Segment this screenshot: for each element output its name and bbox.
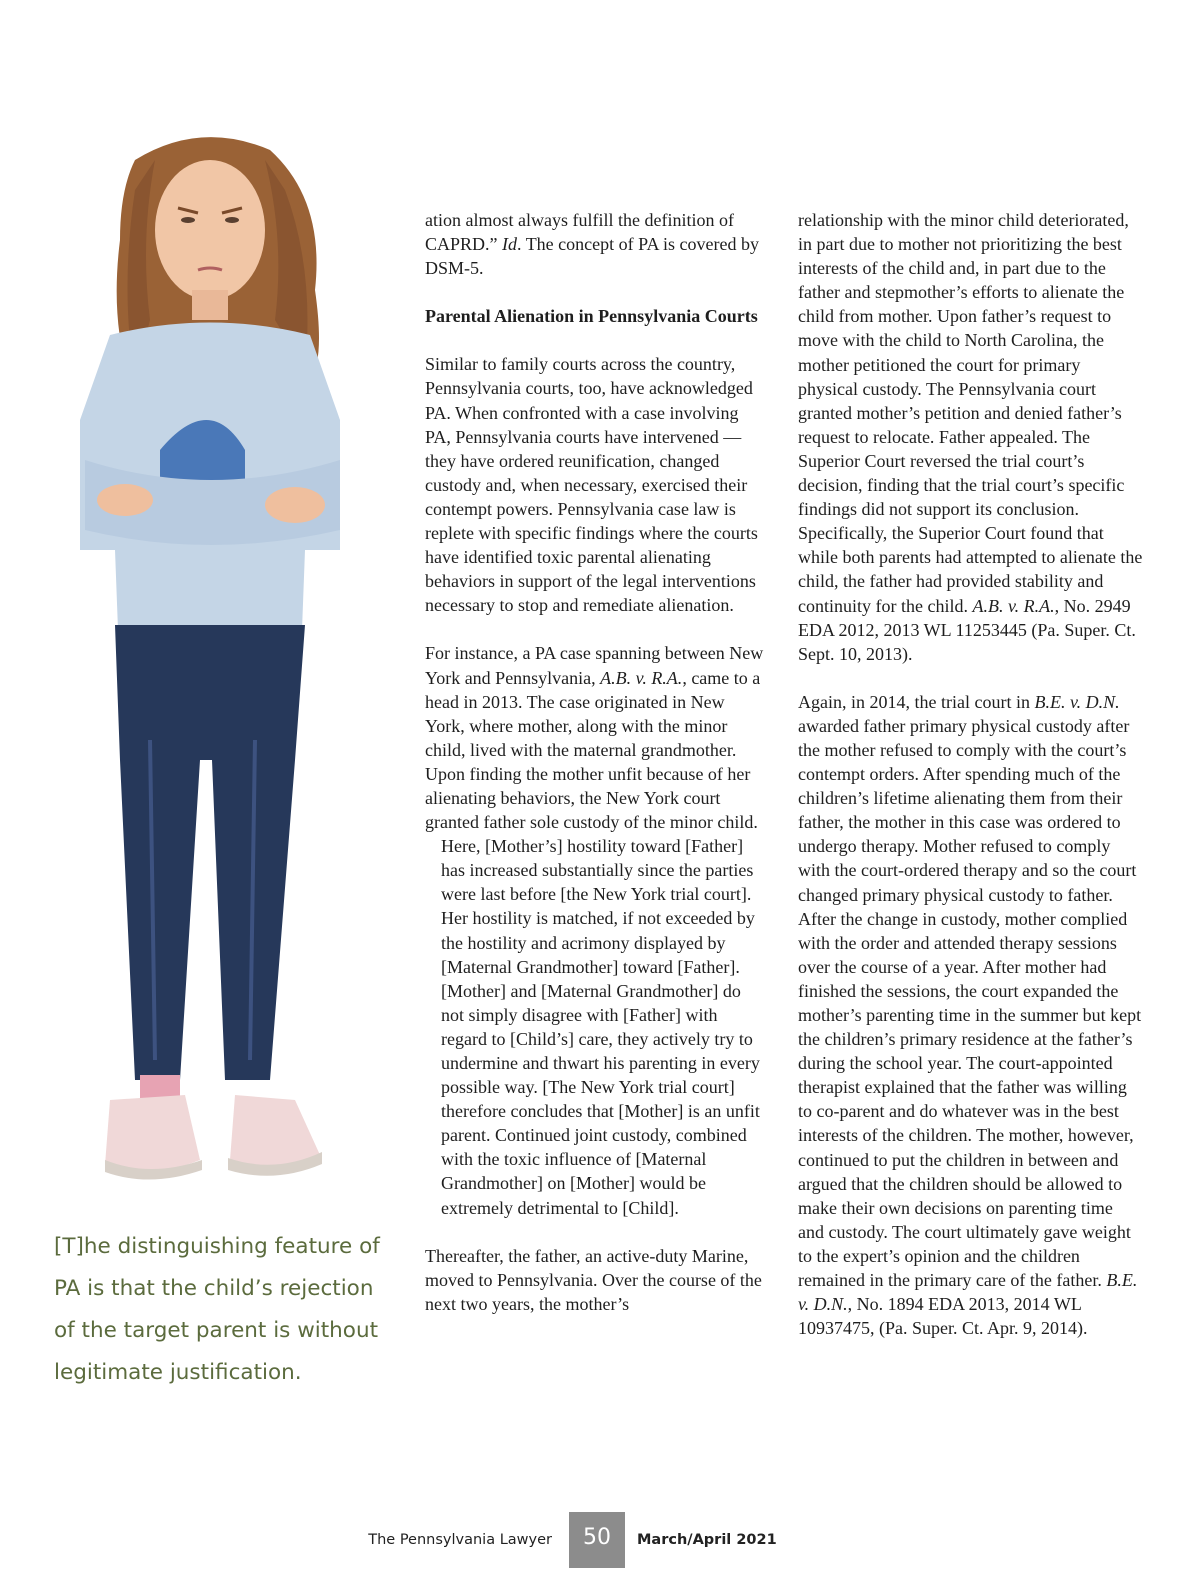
paragraph: relationship with the minor child deteriorated, in part due to mother not prioritizing the best interests of the child and, in part due to the father and stepmother’s efforts to alienate the child from mother. Upon father’s request to move with the child to North Carolina, the mother petitioned the court for primary physical custody. The Pennsylvania court granted mother’s petition and denied father’s request to relocate. Father appealed. The Superior Court reversed the trial court’s decision, finding that the trial court’s specific findings did not support its conclusion. Specifically, the Superior Court found that while both parents had attempted to alienate the child, the father had provided stability and continuity for the child. A.B. v. R.A., No. 2949 EDA 2012, 2013 WL 11253445 (Pa. Super. Ct. Sept. 10, 2013). (798, 210, 1143, 664)
paragraph: Similar to family courts across the country, Pennsylvania courts, too, have acknowledged PA. When confronted with a case involving PA, Pennsylvania courts have intervened — they have ordered reunification, changed custody and, when necessary, exercised their contempt powers. Pennsylvania case law is replete with specific findings where the courts have identified toxic parental alienating behaviors in support of the legal interventions necessary to stop and remediate alienation. (425, 354, 758, 616)
page-footer (0, 1512, 1200, 1568)
issue-date: March/April 2021 (637, 1532, 777, 1548)
paragraph: For instance, a PA case spanning between New York and Pennsylvania, A.B. v. R.A., came to a head in 2013. The case originated in New York, where mother, along with the minor child, lived with the maternal grandmother. Upon finding the mother unfit because of her alienating behaviors, the New York court granted father sole custody of the minor child. (425, 643, 764, 833)
child-photo (40, 120, 380, 1220)
paragraph: Thereafter, the father, an active-duty Marine, moved to Pennsylvania. Over the course of the next two years, the mother’s (425, 1245, 762, 1314)
article-column-middle (425, 208, 765, 1316)
page-number: 50 (569, 1512, 625, 1568)
block-quote: Here, [Mother’s] hostility toward [Father] has increased substantially since the parties were last before [the New York trial court]. Her hostility is matched, if not exceeded by the hostility and acrimony displayed by [Maternal Grandmother] toward [Father]. [Mother] and [Maternal Grandmother] do not simply disagree with [Father] with regard to [Child’s] care, they actively try to undermine and thwart his parenting in every possible way. [The New York trial court] therefore concludes that [Mother] is an unfit parent. Continued joint custody, combined with the toxic influence of [Maternal Grandmother] on [Mother] would be extremely detrimental to [Child]. (441, 836, 760, 1218)
publication-name: The Pennsylvania Lawyer (368, 1532, 552, 1548)
article-column-right (798, 208, 1143, 1340)
paragraph: ation almost always fulfill the definition of CAPRD.” Id. The concept of PA is covered by DSM-5. (425, 210, 759, 279)
pull-quote: [T]he distinguishing feature of PA is that the child’s rejection of the target parent is without legitimate justification. (54, 1234, 380, 1385)
section-heading: Parental Alienation in Pennsylvania Courts (425, 306, 758, 327)
paragraph: Again, in 2014, the trial court in B.E. v. D.N. awarded father primary physical custody after the mother refused to comply with the court’s contempt orders. After spending much of the children’s lifetime alienating them from their father, the mother in this case was ordered to undergo therapy. Mother refused to comply with the court-ordered therapy and so the court changed primary physical custody to father. After the change in custody, mother complied with the order and attended therapy sessions over the course of a year. After mother had finished the sessions, the court expanded the mother’s parenting time in the summer but kept the children’s primary residence at the father’s during the school year. The court-appointed therapist explained that the father was willing to co-parent and do whatever was in the best interests of the children. The mother, however, continued to put the children in between and argued that the children should be allowed to make their own decisions on parenting time and custody. The court ultimately gave weight to the expert’s opinion and the children remained in the primary care of the father. B.E. v. D.N., No. 1894 EDA 2013, 2014 WL 10937475, (Pa. Super. Ct. Apr. 9, 2014). (798, 691, 1142, 1339)
